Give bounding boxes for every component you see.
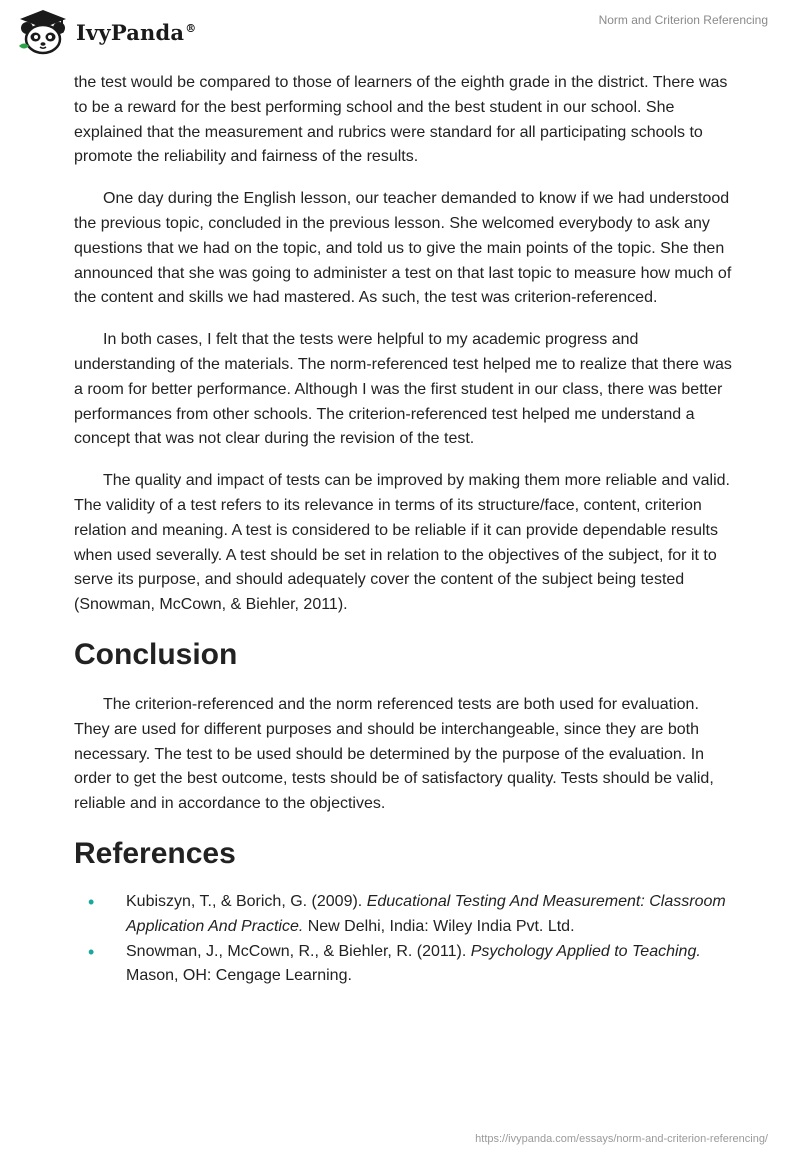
logo-text: IvyPanda® [76,19,197,45]
reference-title: Psychology Applied to Teaching. [470,942,701,960]
references-heading: References [74,836,236,870]
reference-authors: Snowman, J., McCown, R., & Biehler, R. (2011). [126,942,471,960]
bullet-icon: • [88,891,95,912]
ivypanda-logo[interactable] [16,8,196,56]
conclusion-paragraph: The criterion-referenced and the norm referenced tests are both used for evaluation. They are used for different purposes and should be interchangeable, since they are both necessary. The test to be used should be determined by the purpose of the evaluation. In order to get the best outcome, tests should be of satisfactory quality. Tests should be valid, reliable and in accordance to the objectives. [74,695,714,813]
reference-authors: Kubiszyn, T., & Borich, G. (2009). [126,892,367,910]
reference-item [88,940,734,990]
body-paragraph: The quality and impact of tests can be improved by making them more reliable and valid. The validity of a test refers to its relevance in terms of its structure/face, content, criterion relation and meaning. A test is considered to be reliable if it can provide dependable results when used severally. A test should be set in relation to the objectives of the subject, for it to serve its purpose, and should adequately cover the content of the subject being tested (Snowman, McCown, & Biehler, 2011). [74,472,730,614]
reference-publisher: Mason, OH: Cengage Learning. [126,967,352,985]
body-paragraph: One day during the English lesson, our teacher demanded to know if we had understood the previous topic, concluded in the previous lesson. She welcomed everybody to ask any questions that we had on the topic, and told us to give the main points of the topic. She then announced that she was going to administer a test on that last topic to measure how much of the content and skills we had mastered. As such, the test was criterion-referenced. [74,190,732,307]
essay-content [74,71,734,989]
reference-title: Educational Testing And Measurement: Classroom Application And Practice. [126,892,726,935]
bullet-icon: • [88,941,95,962]
page-header [0,0,800,70]
reference-publisher: New Delhi, India: Wiley India Pvt. Ltd. [303,917,575,935]
body-paragraph: the test would be compared to those of learners of the eighth grade in the district. There was to be a reward for the best performing school and the best student in our school. She explained that the measurement and rubrics were standard for all participating schools to promote the reliability and fairness of the results. [74,74,728,166]
source-url[interactable]: https://ivypanda.com/essays/norm-and-criterion-referencing/ [475,1133,768,1145]
document-title: Norm and Criterion Referencing [598,13,768,27]
references-list [74,890,734,989]
conclusion-heading: Conclusion [74,637,238,671]
body-paragraph: In both cases, I felt that the tests were helpful to my academic progress and understanding of the materials. The norm-referenced test helped me to realize that there was a room for better performance. Although I was the first student in our class, there was better performances from other schools. The criterion-referenced test helped me understand a concept that was not clear during the revision of the test. [74,331,732,448]
reference-item [88,890,734,940]
panda-graduate-icon [16,8,70,56]
